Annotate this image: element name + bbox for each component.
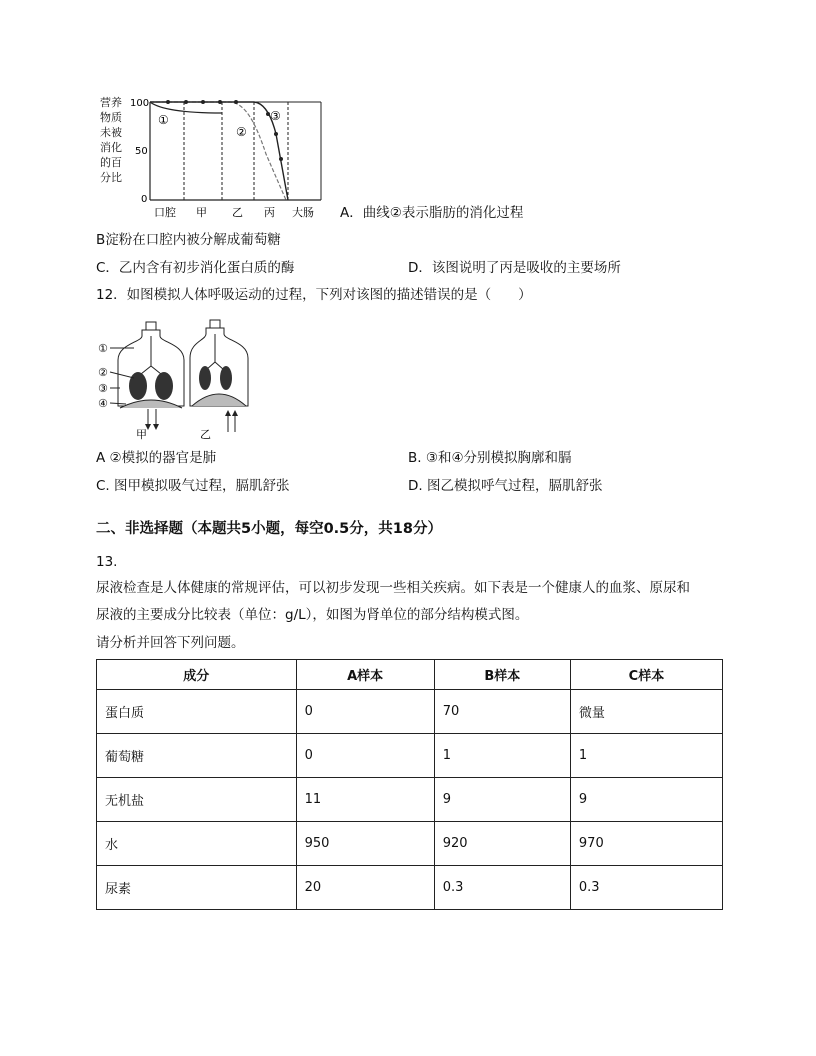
table-cell: 蛋白质 [97,690,297,734]
q13-paragraph-3: 请分析并回答下列问题。 [96,635,245,651]
table-cell: 无机盐 [97,778,297,822]
curve-3 [150,102,288,200]
label-yi: 乙 [200,428,211,441]
curve-label-3: ③ [270,109,281,123]
table-cell: 1 [434,734,570,778]
table-cell: 20 [296,866,434,910]
q12-option-a: A ②模拟的器官是肺 [96,450,217,466]
table-row [97,822,723,866]
table-row [97,866,723,910]
ytick-50: 50 [135,146,148,157]
q12-option-b: B. ③和④分别模拟胸廓和膈 [408,450,572,466]
digestion-chart [96,94,336,224]
table-header: 成分 [97,660,297,690]
table-row [97,734,723,778]
chart-ylabel: 营养物质未被 消化的百分比 [100,96,122,184]
table-cell: 0.3 [570,866,722,910]
table-cell: 11 [296,778,434,822]
table-cell: 9 [570,778,722,822]
table-cell: 1 [570,734,722,778]
q12-option-d: D. 图乙模拟呼气过程，膈肌舒张 [408,478,603,494]
table-cell: 0 [296,734,434,778]
q11-option-c: C．乙内含有初步消化蛋白质的酶 [96,260,295,276]
table-cell: 微量 [570,690,722,734]
table-cell: 920 [434,822,570,866]
marker-2: ② [98,366,108,379]
table-cell: 9 [434,778,570,822]
marker-4: ④ [98,397,108,410]
table-row [97,778,723,822]
table-header: B样本 [434,660,570,690]
table-row [97,690,723,734]
q11-option-b: B淀粉在口腔内被分解成葡萄糖 [96,232,281,248]
table-cell: 葡萄糖 [97,734,297,778]
q13-paragraph-1: 尿液检查是人体健康的常规评估，可以初步发现一些相关疾病。如下表是一个健康人的血浆、原尿和 [96,580,690,596]
xtick-bing: 丙 [264,206,275,219]
xtick-jia: 甲 [196,206,207,219]
ytick-0: 0 [141,194,148,205]
marker-3: ③ [98,382,108,395]
table-cell: 0.3 [434,866,570,910]
xtick-large-intestine: 大肠 [292,206,314,219]
curve-2 [150,102,286,200]
table-cell: 970 [570,822,722,866]
q12-stem: 12．如图模拟人体呼吸运动的过程，下列对该图的描述错误的是（ ） [96,287,532,303]
table-header: A样本 [296,660,434,690]
q13-number: 13. [96,554,118,570]
composition-table [96,659,723,910]
q13-paragraph-2: 尿液的主要成分比较表（单位：g/L），如图为肾单位的部分结构模式图。 [96,607,529,623]
table-header-row [97,660,723,690]
breathing-model-figure [96,316,256,442]
curve-label-1: ① [158,113,169,127]
table-cell: 70 [434,690,570,734]
table-header: C样本 [570,660,722,690]
xtick-mouth: 口腔 [154,206,176,219]
xtick-yi: 乙 [232,206,243,219]
table-cell: 尿素 [97,866,297,910]
bell-jar-jia [118,322,184,406]
label-jia: 甲 [136,428,147,441]
q11-option-a: A．曲线②表示脂肪的消化过程 [340,205,524,221]
ytick-100: 100 [130,98,150,109]
table-cell: 950 [296,822,434,866]
bell-jar-yi [190,320,248,406]
q11-option-d: D．该图说明了丙是吸收的主要场所 [408,260,621,276]
table-cell: 水 [97,822,297,866]
q12-option-c: C. 图甲模拟吸气过程，膈肌舒张 [96,478,290,494]
section-title: 二、非选择题（本题共5小题，每空0.5分，共18分） [96,521,442,537]
curve-label-2: ② [236,125,247,139]
marker-1: ① [98,342,108,355]
table-cell: 0 [296,690,434,734]
